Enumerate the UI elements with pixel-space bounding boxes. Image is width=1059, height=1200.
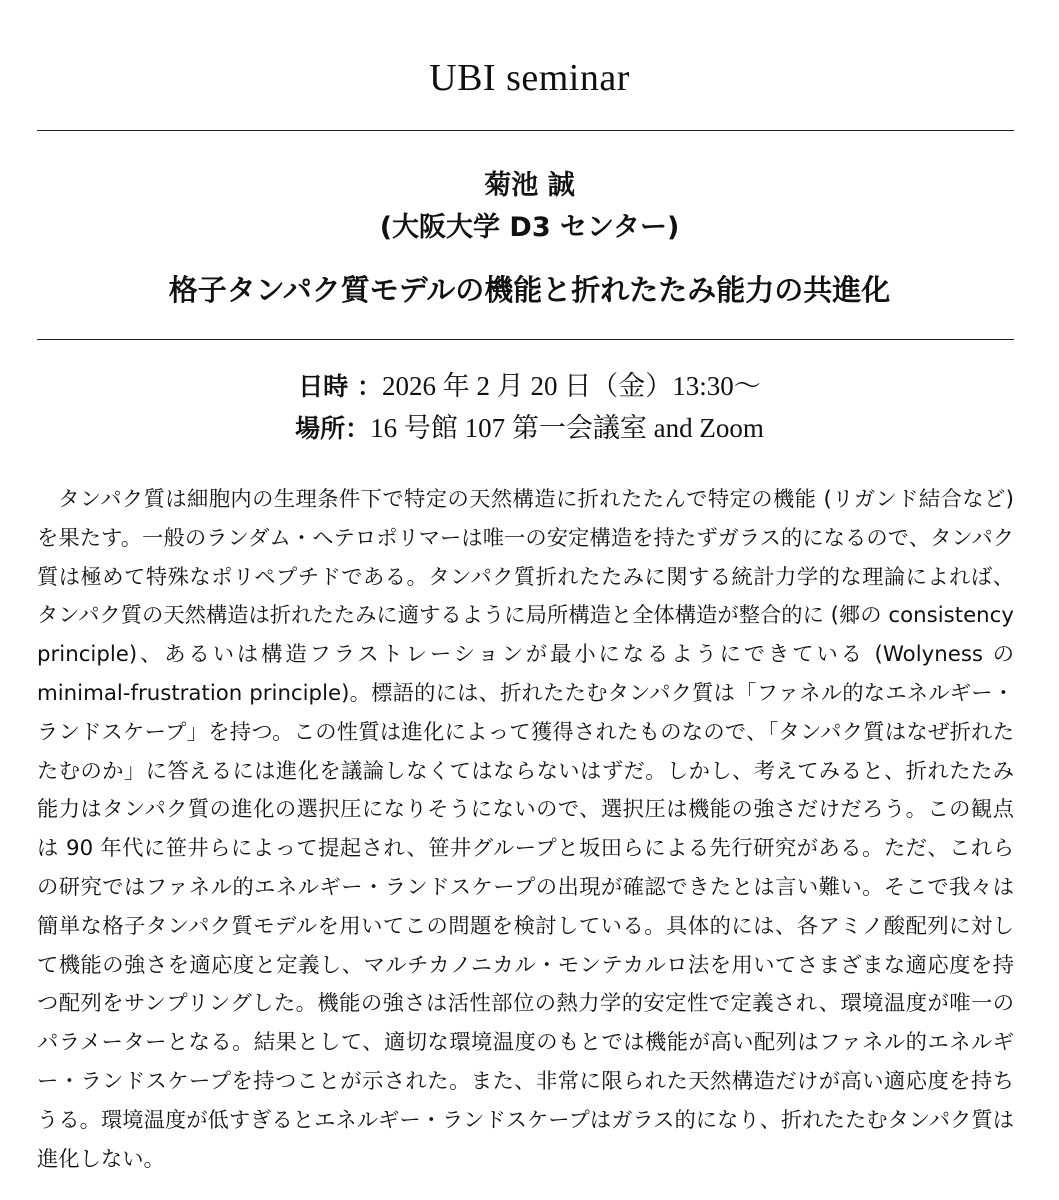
place-label: 場所： bbox=[295, 414, 371, 443]
talk-title: 格子タンパク質モデルの機能と折れたたみ能力の共進化 bbox=[168, 273, 891, 307]
top-divider bbox=[37, 130, 1014, 131]
date-line bbox=[0, 366, 1059, 407]
place-value: 16 号館 107 第一会議室 and Zoom bbox=[370, 413, 764, 443]
abstract-paragraph: タンパク質は細胞内の生理条件下で特定の天然構造に折れたたんで特定の機能 (リガンド結合など) を果たす。一般のランダム・ヘテロポリマーは唯一の安定構造を持たずガラス的になるので、タンパク質は極めて特殊なポリペプチドである。タンパク質折れたたみに関する統計力学的な理論によれば、タンパク質の天然構造は折れたたみに適するように局所構造と全体構造が整合的に (郷の consistency principle)、あるいは構造フラストレーションが最小になるようにできている (Wolyness の minimal-frustration principle)。標語的には、折れたたむタンパク質は「ファネル的なエネルギー・ランドスケープ」を持つ。この性質は進化によって獲得されたものなので、「タンパク質はなぜ折れたたむのか」に答えるには進化を議論しなくてはならないはずだ。しかし、考えてみると、折れたたみ能力はタンパク質の進化の選択圧になりそうにないので、選択圧は機能の強さだけだろう。この観点は 90 年代に笹井らによって提起され、笹井グループと坂田らによる先行研究がある。ただ、これらの研究ではファネル的エネルギー・ランドスケープの出現が確認できたとは言い難い。そこで我々は簡単な格子タンパク質モデルを用いてこの問題を検討している。具体的には、各アミノ酸配列に対して機能の強さを適応度と定義し、マルチカノニカル・モンテカルロ法を用いてさまざまな適応度を持つ配列をサンプリングした。機能の強さは活性部位の熱力学的安定性で定義され、環境温度が唯一のパラメーターとなる。結果として、適切な環境温度のもとでは機能が高い配列はファネル的エネルギー・ランドスケープを持つことが示された。また、非常に限られた天然構造だけが高い適応度を持ちうる。環境温度が低すぎるとエネルギー・ランドスケープはガラス的になり、折れたたむタンパク質は進化しない。 bbox=[37, 487, 1014, 1172]
date-value: 2026 年 2 月 20 日（金）13:30〜 bbox=[381, 371, 761, 401]
date-label: 日時 ： bbox=[298, 372, 382, 401]
speaker-affiliation: (大阪大学 D3 センター) bbox=[379, 212, 680, 243]
place-line bbox=[0, 408, 1059, 449]
speaker-name: 菊池 誠 bbox=[484, 170, 575, 201]
seminar-series-title: UBI seminar bbox=[429, 57, 630, 99]
bottom-divider bbox=[37, 339, 1014, 340]
